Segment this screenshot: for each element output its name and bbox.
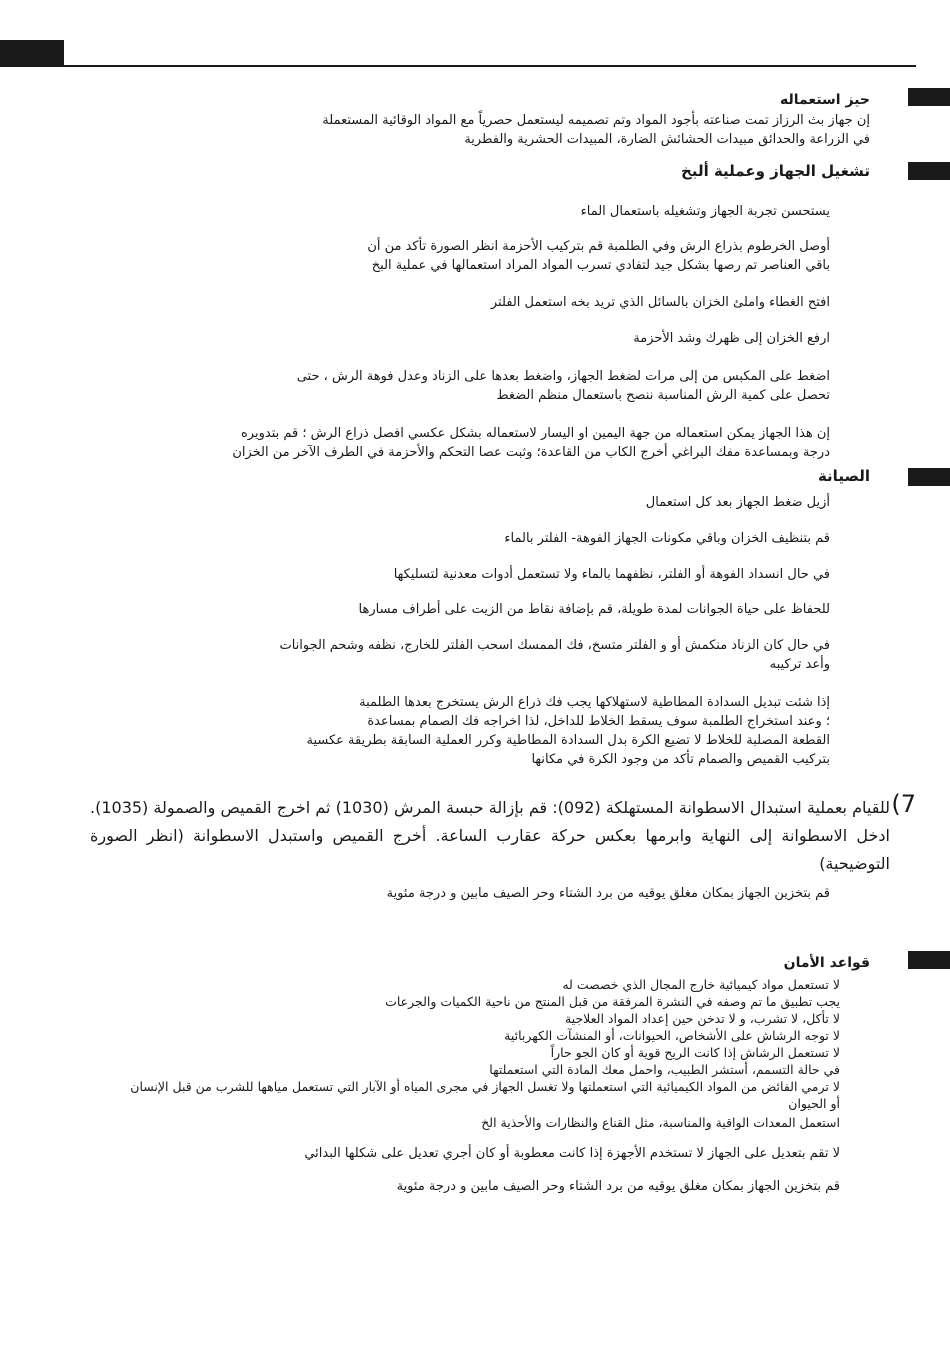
operation-p1: يستحسن تجربة الجهاز وتشغيله باستعمال الماء (580, 204, 830, 219)
step-7-paragraph (90, 790, 916, 878)
operation-p5-line: اضغط على المكبس من إلى مرات لضغط الجهاز، واضغط بعدها على الزناد وعدل فوهة الرش ، حتى (296, 369, 830, 384)
operation-p6-line: إن هذا الجهاز يمكن استعماله من جهة اليمين او اليسار لاستعماله بشكل عكسي افصل ذراع الرش ؛ قم بتدويره (240, 426, 830, 441)
maintenance-m6-line: إذا شئت تبديل السدادة المطاطية لاستهلاكها يجب فك ذراع الرش يستخرج بعدها الطلمبة (359, 695, 830, 710)
section-tab-maintenance (908, 468, 950, 486)
safety-rule-water: لا ترمي الفائض من المواد الكيميائية التي استعملتها ولا تغسل الجهاز في مجرى المياه أو الآبار التي تستعمل مياهها للشرب من قبل الإنسان أو الحيوان (130, 1079, 840, 1111)
maintenance-m4: للحفاظ على حياة الجوانات لمدة طويلة، قم بإضافة نقاط من الزيت على أطراف مسارها (358, 602, 830, 617)
section-tab-operation (908, 162, 950, 180)
safety-rule: لا تأكل، لا تشرب، و لا تدخن حين إعداد المواد العلاجية (564, 1011, 840, 1026)
safety-rule-equipment: استعمل المعدات الواقية والمناسبة، مثل القناع والنظارات والأحذية الخ (481, 1115, 840, 1130)
step-7-number: 7) (891, 790, 916, 818)
usage-heading: حيز استعماله (780, 92, 870, 108)
maintenance-m6-line: القطعة المصلبة للخلاط لا تضيع الكرة بدل السدادة المطاطية وكرر العملية السابقة بطريقة عكسية (306, 733, 830, 748)
maintenance-m5-line: في حال كان الزناد منكمش أو و الفلتر متسخ، فك الممسك اسحب الفلتر للخارج، نظفه وشحم الجوانات (279, 638, 830, 653)
safety-rule: لا تستعمل مواد كيميائية خارج المجال الذي خصصت له (562, 977, 840, 992)
operation-p5 (297, 367, 830, 405)
maintenance-m1: أزيل ضغط الجهاز بعد كل استعمال (645, 495, 830, 510)
usage-text (322, 111, 870, 149)
maintenance-heading: الصيانة (817, 467, 870, 485)
section-tab-usage (908, 88, 950, 106)
safety-heading: قواعد الأمان (783, 955, 870, 971)
safety-rule: يجب تطبيق ما تم وصفه في النشرة المرفقة من قبل المنتج من ناحية الكميات والجرعات (385, 994, 840, 1009)
operation-p6 (232, 424, 830, 462)
operation-p4: ارفع الخزان إلى ظهرك وشد الأحزمة (633, 331, 830, 346)
header-rule (0, 65, 916, 67)
operation-p2-line: أوصل الخرطوم بذراع الرش وفي الطلمبة قم بتركيب الأحزمة انظر الصورة تأكد من أن (367, 239, 830, 254)
maintenance-m5 (279, 636, 830, 674)
maintenance-m6-line: ؛ وعند استخراج الطلمبة سوف يسقط الخلاط للداخل، لذا اخراجه فك الصمام بمساعدة (367, 714, 830, 729)
page-number-block (0, 40, 64, 66)
maintenance-m6-line: بتركيب القميص والصمام تأكد من وجود الكرة في مكانها (531, 752, 830, 767)
operation-p5-line: تحصل على كمية الرش المناسبة ننصح باستعمال منظم الضغط (496, 388, 830, 403)
operation-p6-line: درجة وبمساعدة مفك البراغي أخرج الكاب من القاعدة؛ وثبت عصا التحكم والأحزمة في الطرف الآخر من الخزان (232, 445, 830, 460)
safety-rule-modify: لا تقم بتعديل على الجهاز لا تستخدم الأجهزة إذا كانت معطوبة أو كان أجري تعديل على شكلها البدائي (304, 1146, 840, 1161)
usage-line: إن جهاز بث الرزاز تمت صناعته بأجود المواد وتم تصميمه ليستعمل حصرياً مع المواد الوقائية المستعملة (322, 113, 870, 128)
safety-rule: لا تستعمل الرشاش إذا كانت الريح قوية أو كان الجو حاراً (550, 1045, 840, 1060)
step-7-text: للقيام بعملية استبدال الاسطوانة المستهلكة (092): قم بإزالة حبسة المرش (1030) ثم اخرج القميص والصمولة (1035). ادخل الاسطوانة إلى النهاية وابرمها بعكس حركة عقارب الساعة. أخرج القميص واستبدل الاسطوانة (انظر الصورة التوضيحية) (90, 798, 891, 873)
section-tab-safety (908, 951, 950, 969)
operation-p2 (367, 237, 830, 275)
maintenance-m2: قم بتنظيف الخزان وباقي مكونات الجهاز الفوهة- الفلتر بالماء (504, 531, 830, 546)
safety-rule: في حالة التسمم، أستشر الطبيب، واحمل معك المادة التي استعملتها (489, 1062, 840, 1077)
maintenance-m5-line: وأعد تركيبه (769, 657, 830, 672)
maintenance-storage: قم بتخزين الجهاز بمكان مغلق يوقيه من برد الشتاء وحر الصيف مابين و درجة مئوية (386, 886, 830, 901)
maintenance-m6 (306, 693, 830, 769)
maintenance-m3: في حال انسداد الفوهة أو الفلتر، نظفهما بالماء ولا تستعمل أدوات معدنية لتسليكها (393, 567, 830, 582)
operation-heading: تشغيل الجهاز وعملية ألبخ (681, 162, 870, 180)
operation-p2-line: باقي العناصر تم رصها بشكل جيد لتفادي تسرب المواد المراد استعمالها في عملية البخ (371, 258, 830, 273)
operation-p3: افتح الغطاء واملئ الخزان بالسائل الذي تريد بخه استعمل الفلتر (490, 295, 830, 310)
safety-rules (120, 976, 840, 1195)
safety-rule: لا توجه الرشاش على الأشخاص، الحيوانات، أو المنشآت الكهربائية (504, 1028, 840, 1043)
safety-storage: قم بتخزين الجهاز بمكان مغلق يوقيه من برد الشتاء وحر الصيف مابين و درجة مئوية (396, 1179, 840, 1194)
usage-line: في الزراعة والحدائق مبيدات الحشائش الضارة، المبيدات الحشرية والفطرية (464, 132, 870, 147)
